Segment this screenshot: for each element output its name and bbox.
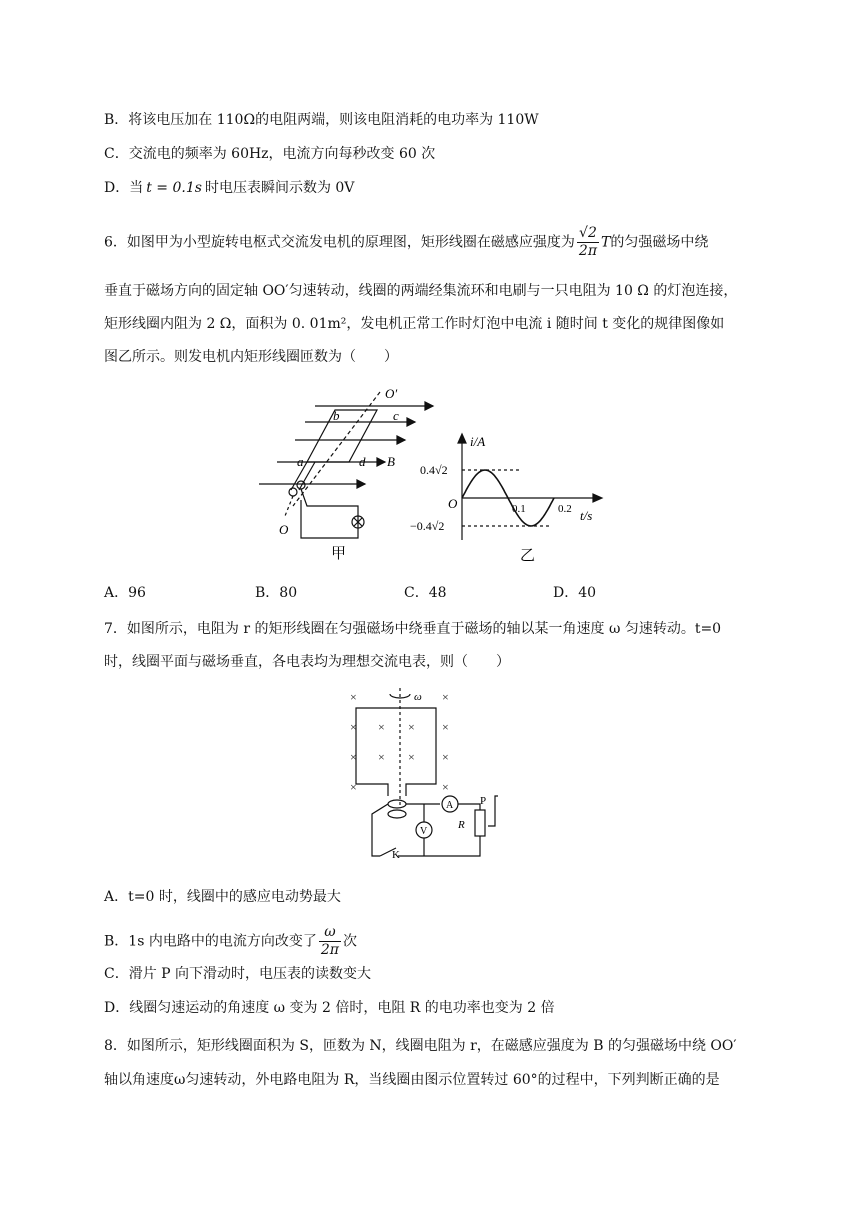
q5-option-b: B．将该电压加在 110Ω的电阻两端，则该电阻消耗的电功率为 110W [104,112,539,128]
q7-option-c: C．滑片 P 向下滑动时，电压表的读数变大 [104,966,372,982]
omega-label: ω [414,691,422,703]
field-cross-mark: × [442,780,449,794]
current-time-graph [410,432,610,564]
origin-label: O [448,496,458,511]
label-c: c [393,408,399,423]
q6-line-2: 垂直于磁场方向的固定轴 OO′匀速转动，线圈的两端经集流环和电刷与一只电阻为 10 Ω 的灯泡连接， [104,283,738,299]
q5-option-d-math: t = 0.1s [146,180,202,196]
label-o-prime: O′ [385,386,398,401]
q6-fraction-num: √2 [577,225,599,243]
q6-option-b: B．80 [255,585,298,601]
field-cross-mark: × [350,720,357,734]
field-cross-mark: × [378,750,385,764]
q7-fraction [319,924,341,959]
q6-option-a: A．96 [104,585,146,601]
field-cross-mark: × [350,690,357,704]
q7-option-a: A．t=0 时，线圈中的感应电动势最大 [104,889,341,905]
q7-circuit-diagram [340,686,510,866]
resistor-label: R [458,819,465,831]
field-cross-mark: × [378,720,385,734]
q8-line-1: 8．如图所示，矩形线圈面积为 S，匝数为 N，线圈电阻为 r，在磁感应强度为 B 的匀强磁场中绕 OO′ [104,1038,737,1054]
q6-fraction-den: 2π [578,243,598,259]
label-o: O [279,522,289,537]
x-tick-0-1: 0.1 [512,503,526,515]
q7-fraction-num: ω [319,924,341,942]
x-axis-label: t/s [580,508,593,523]
y-axis-label: i/A [470,434,486,449]
y-tick-neg: −0.4√2 [410,519,445,533]
q6-fraction [577,225,599,260]
q7-fraction-den: 2π [320,942,339,958]
field-cross-mark: × [408,720,415,734]
field-cross-mark: × [408,750,415,764]
q7-line-1: 7．如图所示，电阻为 r 的矩形线圈在匀强磁场中绕垂直于磁场的轴以某一角速度 ω 匀速转动。t=0 [104,621,722,637]
q7-option-b-post: 次 [342,933,357,950]
voltmeter-label: V [420,826,428,837]
q7-option-d: D．线圈匀速运动的角速度 ω 变为 2 倍时，电阻 R 的电功率也变为 2 倍 [104,1000,555,1016]
caption-yi: 乙 [520,548,536,564]
q7-line-2: 时，线圈平面与磁场垂直，各电表均为理想交流电表，则（ ） [104,654,510,670]
rheostat-icon [475,810,485,836]
q8-line-2: 轴以角速度ω匀速转动，外电路电阻为 R，当线圈由图示位置转过 60°的过程中，下列判断正确的是 [104,1072,720,1088]
q7-option-b [104,924,357,959]
q6-line-1-pre: 6．如图甲为小型旋转电枢式交流发电机的原理图，矩形线圈在磁感应强度为 [104,234,575,251]
q7-option-b-pre: B．1s 内电路中的电流方向改变了 [104,933,317,950]
field-cross-mark: × [350,780,357,794]
slider-label: P [480,795,487,807]
q6-unit: T [601,234,611,251]
q6-line-1-post: 的匀强磁场中绕 [610,234,709,251]
switch-label: K [392,849,400,861]
field-cross-mark: × [442,690,449,704]
field-cross-mark: × [442,750,449,764]
q6-line-3: 矩形线圈内阻为 2 Ω，面积为 0. 01m²，发电机正常工作时灯泡中电流 i 随时间 t 变化的规律图像如 [104,316,725,332]
x-tick-0-2: 0.2 [558,503,572,515]
label-b: b [333,408,340,423]
q5-option-d [104,177,354,199]
q6-line-4: 图乙所示。则发电机内矩形线圈匝数为（ ） [104,349,398,365]
ammeter-label: A [446,800,454,811]
q6-line-1 [104,225,708,260]
generator-diagram [255,382,435,562]
q6-option-d: D．40 [553,585,597,601]
q6-option-c: C．48 [404,585,447,601]
q5-option-c: C．交流电的频率为 60Hz，电流方向每秒改变 60 次 [104,146,436,162]
label-field-b: B [387,454,395,469]
label-d: d [359,454,366,469]
y-tick-pos: 0.4√2 [420,463,448,477]
field-cross-mark: × [350,750,357,764]
q5-option-d-post: 时电压表瞬间示数为 0V [204,180,355,196]
q5-option-d-pre: D．当 [104,180,144,196]
caption-jia: 甲 [331,546,347,562]
field-cross-mark: × [442,720,449,734]
label-a: a [297,454,304,469]
